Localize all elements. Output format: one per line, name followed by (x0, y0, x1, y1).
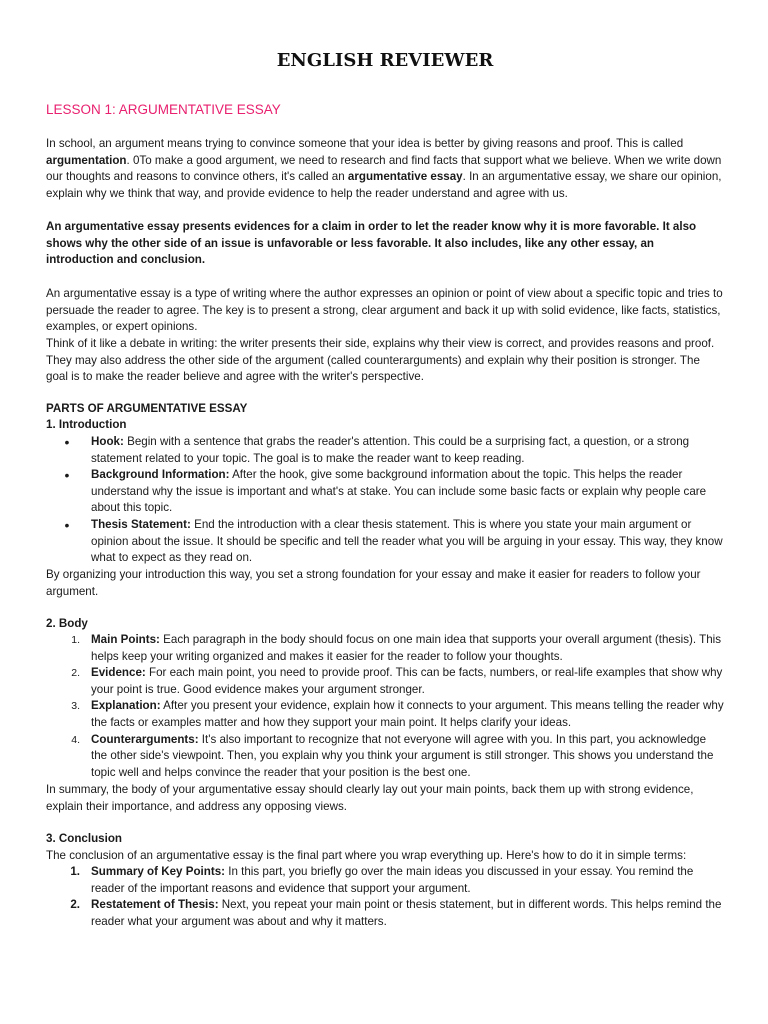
list-item-text: Next, you repeat your main point or thesis statement, but in different words. This helps remind the reader what your argument was about and why it matters. (91, 898, 722, 928)
intro-paragraph-1 (46, 136, 724, 202)
term-argumentative-essay: argumentative essay (347, 170, 463, 184)
list-item-term: Thesis Statement: (91, 517, 191, 531)
introduction-heading: 1. Introduction (46, 418, 127, 431)
intro-text: . 0To make a good argument, we need to research and find facts that support what we believe. When we write down our thoughts and reasons to convince others, it's called an (46, 153, 722, 184)
list-item-term: Explanation: (91, 699, 161, 713)
list-item (46, 632, 724, 665)
list-item (46, 517, 724, 567)
list-item-text: In this part, you briefly go over the main ideas you discussed in your essay. You remind the reader of the important reasons and evidence that support your argument. (91, 865, 694, 895)
bullet-marker: • (64, 516, 70, 533)
lesson-heading: LESSON 1: ARGUMENTATIVE ESSAY (46, 102, 281, 117)
definition-paragraph: An argumentative essay presents evidences for a claim in order to let the reader know why it is more favorable. It also shows why the other side of an issue is unfavorable or less favorable. It also includes, like any other essay, an introduction and conclusion. (46, 220, 697, 267)
list-item-term: Main Points: (91, 633, 160, 646)
intro-text: In school, an argument means trying to convince someone that your idea is better by giving reasons and proof. This is called (46, 137, 684, 150)
intro-text: . In an argumentative essay, we share our opinion, explain why we think that way, and provide evidence to help the reader understand and agree with us. (46, 170, 722, 200)
introduction-closing: By organizing your introduction this way, you set a strong foundation for your essay and make it easier for readers to follow your argument. (46, 568, 701, 598)
conclusion-heading: 3. Conclusion (46, 832, 123, 845)
introduction-list (46, 434, 724, 567)
list-item-text: Each paragraph in the body should focus on one main idea that supports your overall argument (thesis). This helps keep your writing organized and makes it easier for the reader to follow your thoughts. (91, 633, 722, 663)
conclusion-list (46, 864, 724, 930)
explanation-paragraph: An argumentative essay is a type of writing where the author expresses an opinion or point of view about a specific topic and tries to persuade the reader to agree. The key is to present a strong, clear argument and back it up with solid evidence, like facts, statistics, examples, or expert opinions. (46, 287, 723, 334)
list-item (46, 698, 724, 731)
list-item-text: After the hook, give some background information about the topic. This helps the reader understand why the issue is important and what's at stake. You can include some basic facts or explain why people care about this topic. (91, 468, 707, 515)
body-heading: 2. Body (46, 617, 88, 630)
list-item-text: For each main point, you need to provide proof. This can be facts, numbers, or real-life examples that show why your point is true. Good evidence makes your argument stronger. (91, 666, 723, 696)
list-item-term: Counterarguments: (91, 732, 199, 746)
list-item-text: It's also important to recognize that not everyone will agree with you. In this part, you acknowledge the other side's viewpoint. Then, you explain why you think your argument is still stronger. This shows you understand the topic well and helps convince the reader that your position is the best one. (91, 732, 714, 779)
list-item-text: After you present your evidence, explain how it connects to your argument. This means telling the reader why the facts or examples matter and how they support your main point. It helps clarify your ideas. (91, 699, 724, 729)
conclusion-intro: The conclusion of an argumentative essay is the final part where you wrap everything up. Here's how to do it in simple terms: (46, 849, 687, 862)
list-number: 2. (71, 667, 80, 680)
list-item (46, 434, 724, 467)
list-item (46, 665, 724, 698)
list-number: 3. (71, 700, 80, 713)
debate-paragraph: Think of it like a debate in writing: the writer presents their side, explains why their view is correct, and provides reasons and proof. They may also address the other side of the argument (called counterarguments) and explain why their position is stronger. The goal is to make the reader believe and agree with the writer's perspective. (46, 337, 715, 384)
bullet-marker: • (64, 467, 70, 484)
body-closing: In summary, the body of your argumentative essay should clearly lay out your main points, back them up with strong evidence, explain their importance, and address any opposing views. (46, 783, 694, 813)
list-item-text: End the introduction with a clear thesis statement. This is where you state your main argument or opinion about the issue. It should be specific and tell the reader what you will be arguing in your essay. This way, they know what to expect as they read on. (91, 517, 723, 565)
term-argumentation: argumentation (46, 153, 127, 167)
list-item (46, 467, 724, 517)
list-number: 4. (71, 733, 80, 746)
parts-heading: PARTS OF ARGUMENTATIVE ESSAY (46, 402, 248, 415)
list-item-term: Summary of Key Points: (91, 865, 226, 878)
list-number: 2. (70, 898, 80, 912)
bullet-marker: • (64, 434, 70, 450)
document-title: ENGLISH REVIEWER (276, 50, 494, 71)
list-item-term: Restatement of Thesis: (91, 898, 219, 912)
list-item (46, 864, 724, 897)
list-item (46, 732, 724, 782)
list-item-term: Hook: (91, 435, 124, 448)
list-item (46, 897, 724, 930)
list-item-term: Evidence: (91, 666, 146, 680)
list-item-term: Background Information: (91, 468, 230, 482)
list-item-text: Begin with a sentence that grabs the reader's attention. This could be a surprising fact, a question, or a strong statement related to your topic. The goal is to make the reader want to keep reading. (91, 435, 690, 465)
list-number: 1. (71, 634, 80, 646)
body-list (46, 632, 724, 781)
list-number: 1. (70, 865, 80, 878)
